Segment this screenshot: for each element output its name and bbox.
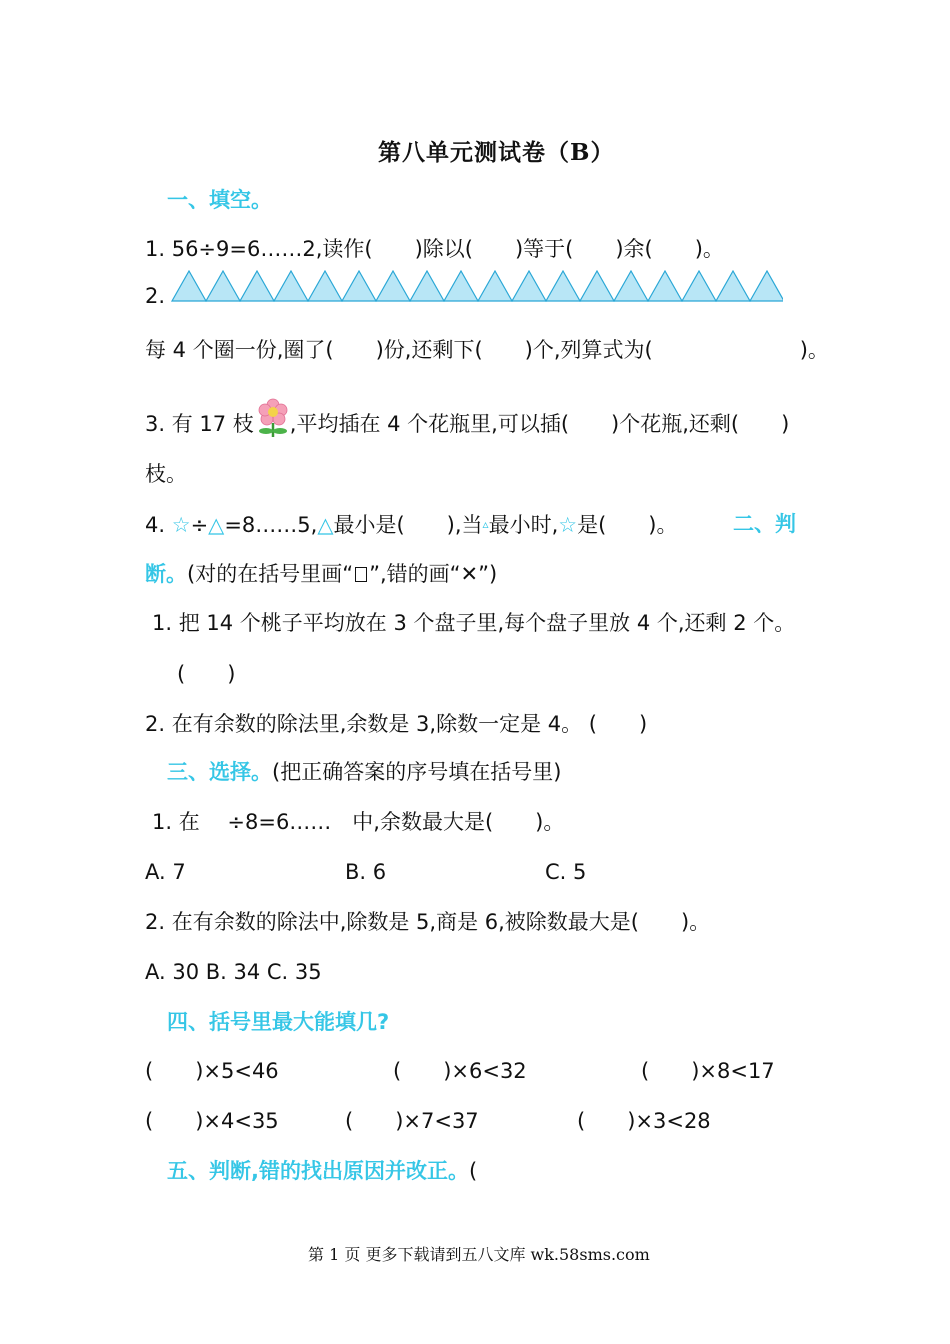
page-footer: 第 1 页 更多下载请到五八文库 wk.58sms.com [308, 1245, 650, 1264]
triangle-shape [716, 271, 750, 301]
triangle-shape [750, 271, 783, 301]
triangle-shape [614, 271, 648, 301]
divide-sign: ÷ [190, 513, 209, 537]
section-5-tail: ( [468, 1159, 478, 1183]
question-1-3-part-a: 3. 有 17 枝 [145, 412, 254, 436]
triangle-icon: △ [208, 513, 225, 537]
question-1-4-part-d: 最小时, [488, 513, 559, 537]
triangle-shape [580, 271, 614, 301]
question-1-4-part-b: =8……5, [224, 513, 318, 537]
triangle-shape [206, 271, 240, 301]
section-2-heading-part-b: 断。 [145, 562, 187, 586]
fill-item: ( )×6<32 [393, 1059, 527, 1083]
section-1-heading: 一、填空。 [167, 188, 272, 212]
question-1-2-number: 2. [145, 284, 166, 308]
question-3-2: 2. 在有余数的除法中,除数是 5,商是 6,被除数最大是( )。 [145, 910, 711, 934]
triangle-shape [546, 271, 580, 301]
option-b: B. 6 [345, 860, 387, 884]
question-3-2-options: A. 30 B. 34 C. 35 [145, 960, 322, 984]
triangle-shape [376, 271, 410, 301]
question-1-3-tail: 枝。 [145, 462, 187, 486]
fill-item: ( )×7<37 [345, 1109, 479, 1133]
triangle-row [171, 270, 783, 304]
question-1-3-part-b: ,平均插在 4 个花瓶里,可以插( )个花瓶,还剩( ) [289, 412, 790, 436]
small-triangle-icon: ▵ [482, 517, 489, 531]
section-2-heading-line [145, 560, 497, 588]
option-a: A. 7 [145, 860, 186, 884]
triangle-shape [648, 271, 682, 301]
triangle-shape [682, 271, 716, 301]
section-2-instruction-a: (对的在括号里画“ [187, 562, 354, 586]
triangle-shape [240, 271, 274, 301]
fill-item: ( )×5<46 [145, 1059, 279, 1083]
page-title: 第八单元测试卷（B） [378, 139, 615, 166]
triangle-shape [478, 271, 512, 301]
star-icon: ☆ [171, 513, 191, 537]
question-2-1: 1. 把 14 个桃子平均放在 3 个盘子里,每个盘子里放 4 个,还剩 2 个。 [152, 611, 796, 635]
checkbox-icon [355, 567, 367, 582]
section-2-heading-part-a: 二、判 [733, 512, 796, 536]
triangle-shape [274, 271, 308, 301]
flower-icon [256, 397, 290, 439]
question-1-4 [145, 510, 677, 539]
triangle-shape [172, 271, 206, 301]
question-2-2: 2. 在有余数的除法里,余数是 3,除数一定是 4。 ( ) [145, 712, 648, 736]
fill-item: ( )×4<35 [145, 1109, 279, 1133]
section-3-heading-line [167, 758, 561, 786]
section-5-heading: 五、判断,错的找出原因并改正。 [167, 1159, 469, 1183]
triangle-shape [410, 271, 444, 301]
question-2-1-paren: ( ) [177, 662, 236, 686]
question-1-1: 1. 56÷9=6……2,读作( )除以( )等于( )余( )。 [145, 237, 724, 261]
triangle-shape [342, 271, 376, 301]
question-1-4-part-e: 是( )。 [577, 513, 678, 537]
section-2-instruction-b: ”,错的画“✕”) [369, 562, 498, 586]
fill-item: ( )×8<17 [641, 1059, 775, 1083]
section-4-heading: 四、括号里最大能填几? [167, 1010, 390, 1034]
section-3-instruction: (把正确答案的序号填在括号里) [272, 760, 562, 784]
triangle-shape [512, 271, 546, 301]
option-c: C. 5 [545, 860, 587, 884]
question-1-3 [145, 397, 789, 439]
question-3-1: 1. 在 ÷8=6…… 中,余数最大是( )。 [152, 810, 565, 834]
question-1-4-part-c: 最小是( ),当 [333, 513, 483, 537]
question-1-2-text: 每 4 个圈一份,圈了( )份,还剩下( )个,列算式为( )。 [145, 338, 829, 362]
star-icon: ☆ [558, 513, 578, 537]
triangle-shape [308, 271, 342, 301]
section-3-heading: 三、选择。 [167, 760, 272, 784]
fill-item: ( )×3<28 [577, 1109, 711, 1133]
question-1-4-number: 4. [145, 513, 166, 537]
section-5-heading-line [167, 1157, 477, 1185]
triangle-shape [444, 271, 478, 301]
triangle-icon: △ [317, 513, 334, 537]
